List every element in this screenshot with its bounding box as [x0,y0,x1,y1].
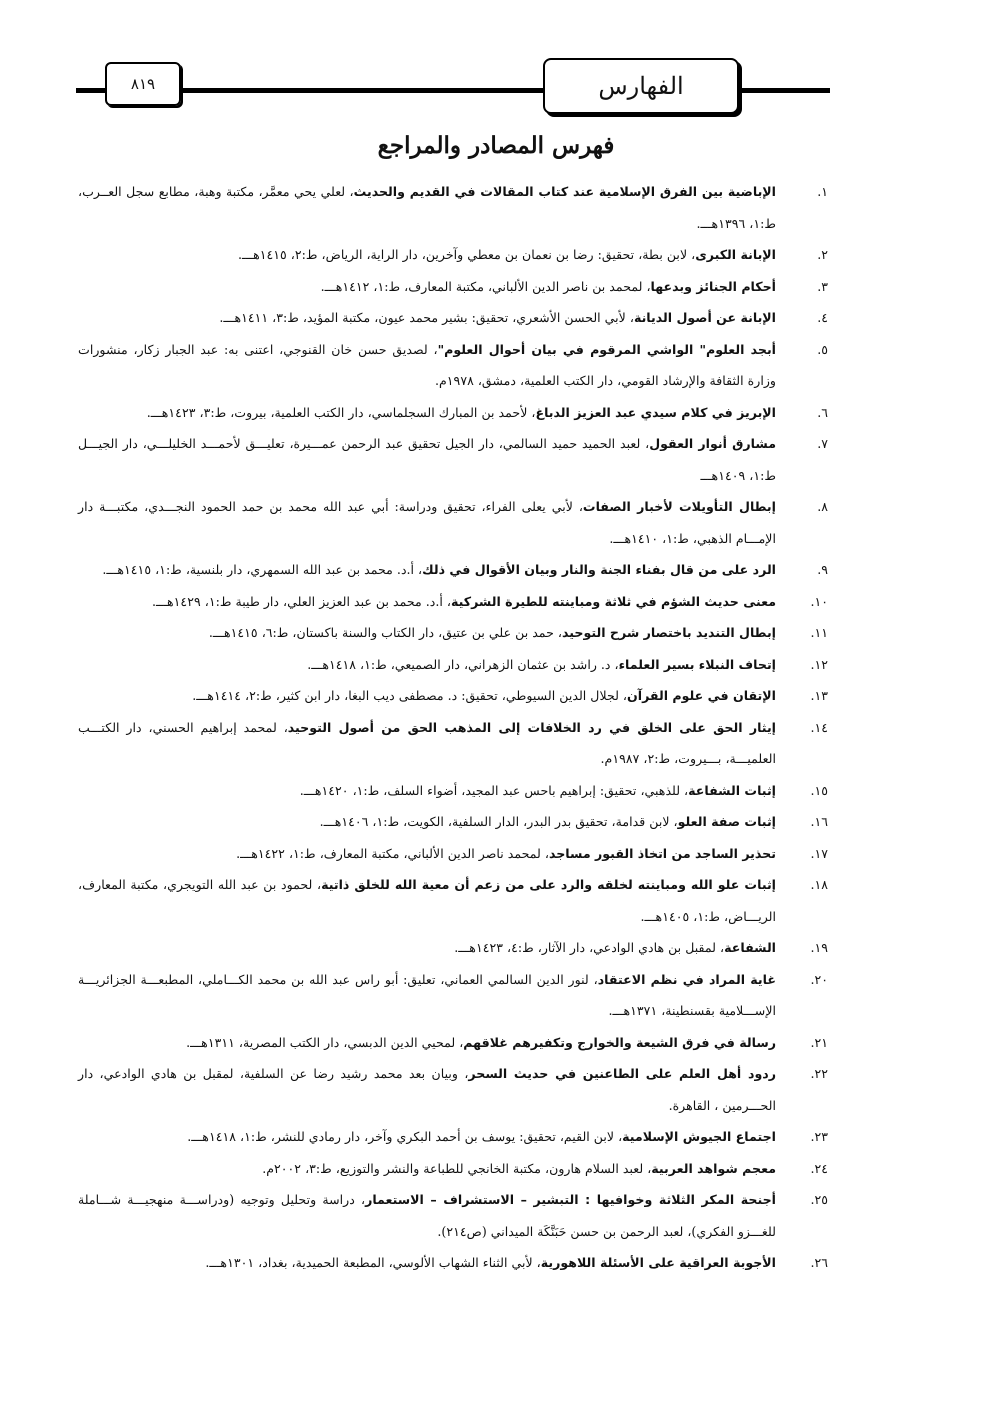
reference-entry [78,680,828,712]
entry-number: ٧. [817,436,828,451]
entry-title: الأجوبة العراقية على الأسئلة اللاهورية [540,1255,776,1270]
entry-title: الإبريز في كلام سيدي عبد العزيز الدباغ [535,404,776,420]
entry-title: إتحاف النبلاء بسير العلماء [618,656,776,672]
reference-entry [78,554,828,586]
entry-number: ١٤. [810,719,828,735]
reference-entry [78,617,828,649]
entry-title: أحكام الجنائز وبدعها [650,278,776,294]
entry-number: ١٠. [810,593,828,609]
entry-number: ٢. [817,247,828,262]
entry-title: الشفاعة [724,940,776,955]
entry-details: ، لنور الدين السالمي العماني، تعليق: أبو راس عبد الله بن محمد الكـــاملي، المطبعـــة الجزائريـــة الإســـلامية بقسنطينة، ١٣٧١هـــ. [78,971,776,1018]
entry-details: ، لجلال الدين السيوطي، تحقيق: د. مصطفى ديب البغا، دار ابن كثير، ط:٢، ١٤١٤هـــ. [192,688,627,703]
entry-details: ، لعبد السلام هارون، مكتبة الخانجي للطباعة والنشر والتوزيع، ط:٣، ٢٠٠٢م. [262,1160,652,1176]
entry-details: ، لابن القيم، تحقيق: يوسف بن أحمد البكري وآخر، دار رمادي للنشر، ط:١، ١٤١٨هـــ. [187,1129,623,1144]
entry-details: ، دراسة وتحليل وتوجيه (ودراســـة منهجيـــة شـــاملة للغـــزو الفكري)، لعبد الرحمن بن حسن حَبَنَّكَة الميداني (ص٢١٤). [78,1192,776,1239]
entry-details: ، وبيان بعد محمد رشيد رضا عن السلفية، لمقبل بن هادي الوادعي، دار الحـــرمين ، القاهرة. [78,1066,776,1113]
entry-details: ، لعبد الحميد حميد السالمي، دار الجيل تحقيق عبد الرحمن عمـــيرة، تعليـــق لأحمـــد الخليلـــي، دار الجيـــل ط:١، ١٤٠٩هـــ [78,436,776,483]
entry-number: ١٣. [810,688,828,703]
reference-entry [78,1027,828,1059]
reference-entry [78,1058,828,1121]
reference-entry [78,491,828,554]
entry-details: ، لأبي الحسن الأشعري، تحقيق: بشير محمد عيون، مكتبة المؤيد، ط:٣، ١٤١١هـــ. [219,310,634,325]
entry-details: ، لصديق حسن خان القنوجي، اعتنى به: عبد الجبار زكار، منشورات وزارة الثقافة والإرشاد القومي، دار الكتب العلمية، دمشق، ١٩٧٨م. [78,341,776,388]
header-rule-right [738,88,830,93]
entry-details: ، لابن بطة، تحقيق: رضا بن نعمان بن معطي وآخرين، دار الراية، الرياض، ط:٢، ١٤١٥هـــ. [238,247,696,262]
reference-entry [78,712,828,775]
entry-title: ردود أهل العلم على الطاعنين في حديث السحر [468,1066,776,1081]
section-title: الفهارس [543,58,739,114]
reference-entry [78,334,828,397]
entry-number: ٩. [817,562,828,577]
reference-entry [78,239,828,271]
entry-number: ٦. [817,404,828,420]
reference-entry [78,1121,828,1153]
entry-title: إثبات صفة العلو [677,814,776,829]
entry-title: الإبانة الكبرى [695,247,776,262]
entry-title: إثبات علو الله ومباينته لخلقه والرد على من زعم أن معية الله للخلق ذاتية [321,877,777,892]
entry-number: ١١. [810,625,828,640]
entry-number: ١٥. [810,782,828,798]
reference-entry [78,397,828,429]
entry-title: معجم شواهد العربية [651,1160,776,1176]
entry-details: ، لمحمد إبراهيم الحسني، دار الكتـــب العلميـــة، بـــيروت، ط:٢، ١٩٨٧م. [78,719,776,766]
entry-number: ٢٤. [810,1160,828,1176]
reference-entry [78,1247,828,1279]
page-title: فهرس المصادر والمراجع [377,132,615,159]
entry-details: ، لمحيي الدين الدبسي، دار الكتب المصرية، ١٣١١هـــ. [186,1034,464,1050]
entry-title: أجنحة المكر الثلاثة وخوافيها : التبشير – الاستشراف – الاستعمار [365,1192,776,1207]
entry-number: ١٩. [810,940,828,955]
entry-details: ، لأبي يعلى الفراء، تحقيق ودراسة: أبي عبد الله محمد بن حمد الحمود النجـــدي، مكتبـــة دار الإمـــام الذهبي، ط:١، ١٤١٠هـــ. [78,499,776,546]
entry-details: ، لمحمد ناصر الدين الألباني، مكتبة المعارف، ط:١، ١٤٢٢هـــ. [236,845,549,861]
entry-number: ١. [817,184,828,199]
references-list [78,176,828,1279]
entry-details: ، د. راشد بن عثمان الزهراني، دار الصميعي، ط:١، ١٤١٨هـــ. [307,656,619,672]
entry-title: الإتقان في علوم القرآن [627,688,776,703]
entry-number: ٢١. [810,1034,828,1050]
entry-number: ١٧. [810,845,828,861]
entry-number: ٢٦. [810,1255,828,1270]
header-rule-left [76,88,106,93]
entry-title: الرد على من قال بفناء الجنة والنار وبيان الأقوال في ذلك [422,562,776,577]
reference-entry [78,302,828,334]
reference-entry [78,964,828,1027]
entry-number: ٢٠. [810,971,828,987]
reference-entry [78,1153,828,1185]
entry-title: غاية المراد في نظم الاعتقاد [597,971,776,987]
entry-details: ، حمد بن علي بن عتيق، دار الكتاب والسنة باكستان، ط:٦، ١٤١٥هـــ. [208,625,562,640]
entry-title: تحذير الساجد من اتخاذ القبور مساجد [548,845,776,861]
reference-entry [78,775,828,807]
reference-entry [78,428,828,491]
entry-title: معنى حديث الشؤم في ثلاثة ومباينته للطيرة الشركية [450,593,776,609]
entry-title: رسالة في فرق الشيعة والخوارج وتكفيرهم غلاقهم [463,1034,776,1050]
entry-details: ، أ.د. محمد بن عبد العزيز العلي، دار طيبة ط:١، ١٤٢٩هـــ. [151,593,451,609]
entry-details: ، لمحمد بن ناصر الدين الألباني، مكتبة المعارف، ط:١، ١٤١٢هـــ. [320,278,651,294]
entry-title: إبطال التأويلات لأخبار الصفات [582,499,776,514]
entry-number: ٣. [817,278,828,294]
entry-details: ، لأبي الثناء الشهاب الألوسي، المطبعة الحميدية، بغداد، ١٣٠١هـــ. [205,1255,541,1270]
entry-number: ١٦. [810,814,828,829]
entry-details: ، لمقبل بن هادي الوادعي، دار الآثار، ط:٤، ١٤٢٣هـــ. [454,940,725,955]
entry-number: ٤. [817,310,828,325]
reference-entry [78,869,828,932]
entry-details: ، لابن قدامة، تحقيق بدر البدر، الدار السلفية، الكويت، ط:١، ١٤٠٦هـــ. [319,814,678,829]
entry-title: إيثار الحق على الخلق في رد الخلافات إلى المذهب الحق من أصول التوحيد [287,719,776,735]
entry-number: ٢٢. [810,1066,828,1081]
entry-number: ١٢. [810,656,828,672]
entry-details: ، لأحمد بن المبارك السجلماسي، دار الكتب العلمية، بيروت، ط:٣، ١٤٢٣هـــ. [146,404,536,420]
entry-number: ٥. [817,341,828,357]
entry-number: ٢٣. [810,1129,828,1144]
entry-title: مشارق أنوار العقول [649,436,776,451]
reference-entry [78,271,828,303]
entry-title: اجتماع الجيوش الإسلامية [622,1129,776,1144]
entry-title: إبطال التنديد باختصار شرح التوحيد [561,625,776,640]
entry-details: ، للذهبي، تحقيق: إبراهيم باحس عبد المجيد، أضواء السلف، ط:١، ١٤٢٠هـــ. [299,782,689,798]
entry-title: الإباضية بين الفرق الإسلامية عند كتاب المقالات في القديم والحديث [353,184,776,199]
reference-entry [78,1184,828,1247]
reference-entry [78,586,828,618]
entry-title: إثبات الشفاعة [688,782,776,798]
entry-title: أبجد العلوم" الواشي المرقوم في بيان أحوال العلوم" [437,341,777,357]
entry-number: ١٨. [810,877,828,892]
reference-entry [78,932,828,964]
reference-entry [78,806,828,838]
entry-details: ، لعلي يحي معمَّر، مكتبة وهبة، مطابع سجل العــرب، ط:١، ١٣٩٦هـــ. [78,184,776,231]
entry-details: ، أ.د. محمد بن عبد الله السمهري، دار بلنسية، ط:١، ١٤١٥هـــ. [102,562,423,577]
entry-title: الإبانة عن أصول الديانة [633,310,776,325]
entry-details: ، لحمود بن عبد الله التويجري، مكتبة المعارف، الريـــاض، ط:١، ١٤٠٥هـــ. [78,877,776,924]
entry-number: ٢٥. [810,1192,828,1207]
entry-number: ٨. [817,499,828,514]
page-number: ٨١٩ [105,62,181,106]
reference-entry [78,838,828,870]
header-rule-middle [182,88,544,93]
reference-entry [78,649,828,681]
reference-entry [78,176,828,239]
